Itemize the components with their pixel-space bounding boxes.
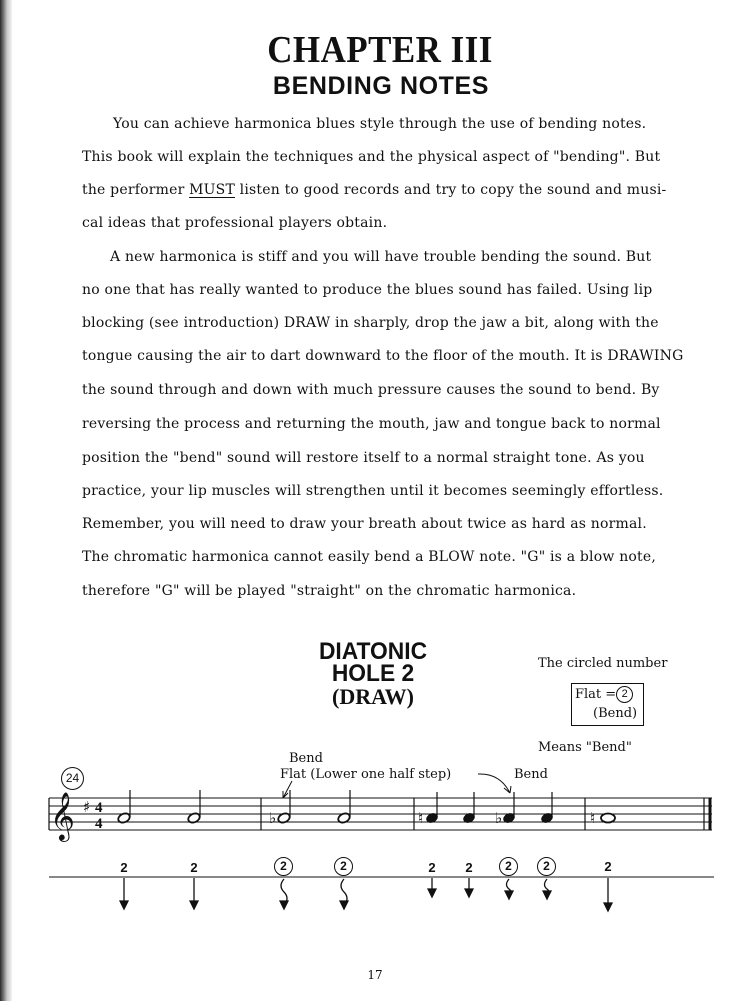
draw-arrow-icon <box>428 878 436 897</box>
legend-bend-label: (Bend) <box>593 706 638 721</box>
paragraph-1-line-4: cal ideas that professional players obtain. <box>82 215 388 231</box>
paragraph-2-line-8: practice, your lip muscles will strengthen until it becomes seemingly effortless. <box>82 483 664 499</box>
time-signature-bottom: 4 <box>95 816 103 832</box>
diagram-title-line-1: DIATONIC <box>318 638 428 665</box>
quarter-note <box>425 792 438 824</box>
paragraph-2-line-2: no one that has really wanted to produce the blues sound has failed. Using lip <box>82 282 653 298</box>
chapter-subtitle: BENDING NOTES <box>272 72 490 100</box>
bend-label-right: Bend <box>514 767 548 782</box>
text-run: listen to good records and try to copy the sound and musi- <box>235 182 667 198</box>
paragraph-2-line-6: reversing the process and returning the mouth, jaw and tongue back to normal <box>82 416 661 432</box>
paragraph-1-line-2: This book will explain the techniques and the physical aspect of "bending". But <box>82 149 661 165</box>
paragraph-1-line-1: You can achieve harmonica blues style through the use of bending notes. <box>113 116 647 132</box>
tab-hole-number: 2 <box>604 859 612 874</box>
emphasis-must: MUST <box>189 182 235 198</box>
treble-clef-icon: 𝄞 <box>50 791 75 840</box>
flat-label: Flat (Lower one half step) <box>280 767 452 782</box>
flat-icon: ♭ <box>495 809 503 827</box>
diagram-title-line-3: (DRAW) <box>332 684 414 709</box>
tab-hole-number: 2 <box>120 860 128 875</box>
paragraph-2-line-1: A new harmonica is stiff and you will have trouble bending the sound. But <box>110 249 652 265</box>
quarter-note <box>462 792 475 824</box>
example-number: 24 <box>61 767 84 790</box>
legend-circled-number: 2 <box>616 686 633 703</box>
paragraph-2-line-3: blocking (see introduction) DRAW in sharply, drop the jaw a bit, along with the <box>82 315 659 331</box>
quarter-note <box>502 792 515 824</box>
bend-pointer-arrow <box>283 781 292 798</box>
paragraph-2-line-4: tongue causing the air to dart downward to the floor of the mouth. It is DRAWING <box>82 348 684 364</box>
draw-arrow-icon <box>190 878 198 909</box>
diagram-title-line-2: HOLE 2 <box>331 660 415 687</box>
draw-arrow-icon <box>120 878 128 909</box>
legend-flat-label: Flat = <box>575 687 617 702</box>
tab-hole-number: 2 <box>465 860 473 875</box>
tab-hole-number-bend: 2 <box>274 857 293 876</box>
tab-hole-number-bend: 2 <box>334 857 353 876</box>
paragraph-2-line-10: The chromatic harmonica cannot easily bend a BLOW note. "G" is a blow note, <box>82 549 656 565</box>
flat-icon: ♭ <box>269 809 277 827</box>
legend-caption-top: The circled number <box>538 656 668 671</box>
paragraph-2-line-5: the sound through and down with much pressure causes the sound to bend. By <box>82 382 660 398</box>
chapter-title: CHAPTER III <box>267 29 493 71</box>
natural-icon: ♮ <box>418 809 424 827</box>
natural-icon: ♮ <box>590 809 596 827</box>
time-signature-top: 4 <box>95 800 103 816</box>
page-number: 17 <box>367 968 383 982</box>
paragraph-2-line-9: Remember, you will need to draw your breath about twice as hard as normal. <box>82 516 647 532</box>
tab-hole-number: 2 <box>428 860 436 875</box>
tab-hole-number: 2 <box>190 860 198 875</box>
paragraph-2-line-7: position the "bend" sound will restore itself to a normal straight tone. As you <box>82 450 645 466</box>
bend-arrow-icon <box>340 879 348 909</box>
tab-hole-number-bend: 2 <box>537 857 556 876</box>
bend-arrow-icon <box>543 879 551 899</box>
draw-arrow-icon <box>604 878 612 911</box>
whole-note <box>601 814 615 823</box>
quarter-note <box>540 792 553 824</box>
tab-hole-number-bend: 2 <box>499 857 518 876</box>
flat-pointer-arrow <box>478 774 510 793</box>
paragraph-2-line-11: therefore "G" will be played "straight" on the chromatic harmonica. <box>82 583 577 599</box>
draw-arrow-icon <box>465 878 473 897</box>
bend-arrow-icon <box>505 879 513 899</box>
text-run: the performer <box>82 182 190 198</box>
sharp-icon: ♯ <box>83 798 91 816</box>
half-note <box>337 790 351 824</box>
legend-caption-bottom: Means "Bend" <box>538 740 632 755</box>
bend-arrow-icon <box>280 879 288 909</box>
bend-label-left: Bend <box>289 751 323 766</box>
half-note <box>117 790 131 824</box>
half-note <box>187 790 201 824</box>
